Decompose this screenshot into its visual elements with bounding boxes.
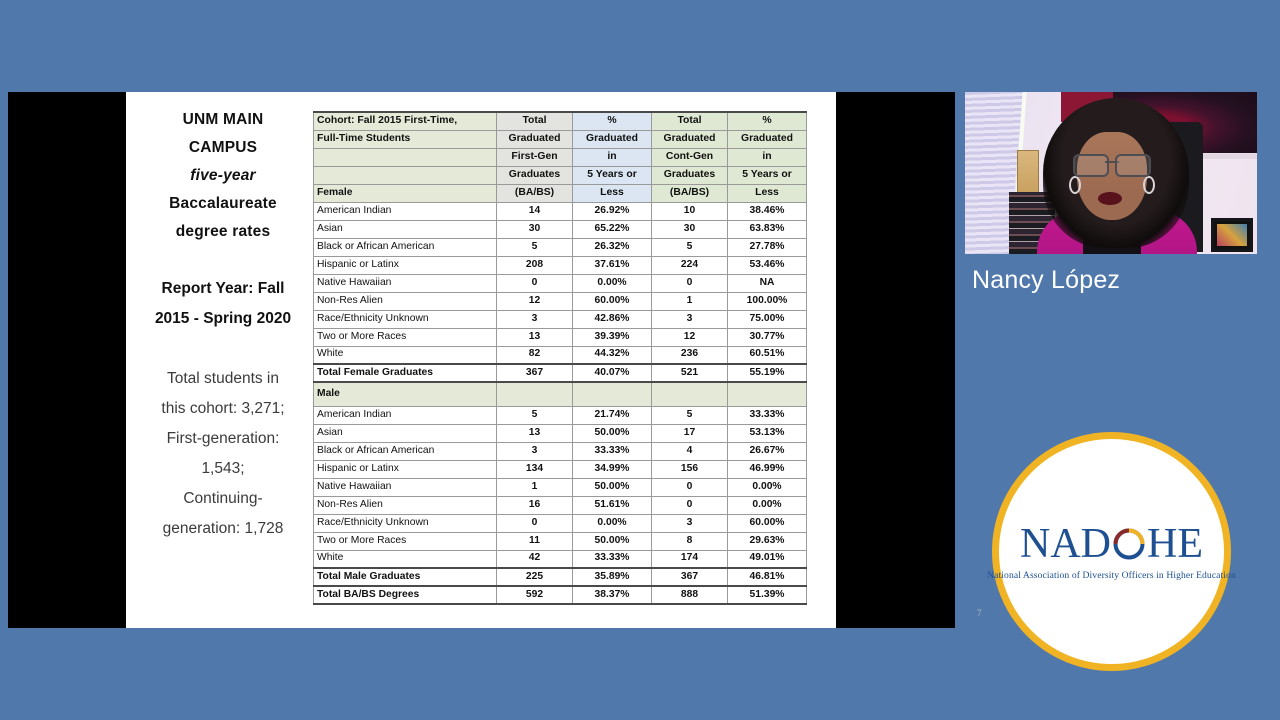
cell-firstgen-pct: 26.92% bbox=[573, 202, 652, 220]
cell-firstgen-pct: 35.89% bbox=[573, 568, 652, 586]
report-year-line-2: 2015 - Spring 2020 bbox=[154, 310, 292, 327]
cell-firstgen-pct: 0.00% bbox=[573, 274, 652, 292]
header-firstgen-pct: in bbox=[573, 148, 652, 166]
cell-firstgen-pct: 33.33% bbox=[573, 442, 652, 460]
header-firstgen-pct: 5 Years or bbox=[573, 166, 652, 184]
cell-firstgen-pct: 42.86% bbox=[573, 310, 652, 328]
group-header-spacer bbox=[728, 382, 807, 406]
cell-firstgen-pct: 0.00% bbox=[573, 514, 652, 532]
table-row bbox=[314, 256, 807, 274]
cell-firstgen-count: 0 bbox=[497, 514, 573, 532]
cell-contgen-count: 0 bbox=[652, 478, 728, 496]
cell-contgen-count: 888 bbox=[652, 586, 728, 604]
report-year-block bbox=[134, 274, 312, 334]
cell-contgen-count: 0 bbox=[652, 274, 728, 292]
cell-contgen-pct: 60.00% bbox=[728, 514, 807, 532]
cell-firstgen-count: 42 bbox=[497, 550, 573, 568]
shared-slide bbox=[126, 92, 982, 628]
cell-firstgen-count: 1 bbox=[497, 478, 573, 496]
cell-firstgen-count: 82 bbox=[497, 346, 573, 364]
table-total-row bbox=[314, 568, 807, 586]
cell-contgen-pct: 29.63% bbox=[728, 532, 807, 550]
nadohe-wordmark-prefix: NAD bbox=[1020, 520, 1111, 567]
graduation-rates-table bbox=[313, 111, 807, 605]
table-row bbox=[314, 274, 807, 292]
cell-firstgen-count: 134 bbox=[497, 460, 573, 478]
cell-firstgen-count: 30 bbox=[497, 220, 573, 238]
cell-contgen-count: 367 bbox=[652, 568, 728, 586]
cell-contgen-pct: 27.78% bbox=[728, 238, 807, 256]
cell-firstgen-count: 592 bbox=[497, 586, 573, 604]
cell-contgen-count: 5 bbox=[652, 406, 728, 424]
cell-firstgen-count: 5 bbox=[497, 406, 573, 424]
table-grand-total-row bbox=[314, 586, 807, 604]
table-row bbox=[314, 328, 807, 346]
row-label: White bbox=[314, 550, 497, 568]
cell-firstgen-count: 3 bbox=[497, 310, 573, 328]
nadohe-wordmark-suffix: HE bbox=[1147, 520, 1203, 567]
cell-contgen-pct: 33.33% bbox=[728, 406, 807, 424]
header-contgen-pct: Less bbox=[728, 184, 807, 202]
cell-contgen-pct: 53.13% bbox=[728, 424, 807, 442]
cohort-summary-line-6: generation: 1,728 bbox=[162, 520, 284, 537]
header-contgen-count: Total bbox=[652, 112, 728, 130]
cell-firstgen-count: 13 bbox=[497, 424, 573, 442]
cell-contgen-count: 12 bbox=[652, 328, 728, 346]
standing-book bbox=[1017, 150, 1039, 196]
cell-contgen-pct: 30.77% bbox=[728, 328, 807, 346]
header-contgen-count: Graduated bbox=[652, 130, 728, 148]
table-row bbox=[314, 406, 807, 424]
hoop-earring-right bbox=[1143, 176, 1155, 194]
cell-firstgen-pct: 39.39% bbox=[573, 328, 652, 346]
group-header-spacer bbox=[652, 382, 728, 406]
table-corner-title: Cohort: Fall 2015 First-Time, bbox=[314, 112, 497, 130]
cell-contgen-count: 30 bbox=[652, 220, 728, 238]
desk-picture-frame bbox=[1211, 218, 1253, 252]
row-label: Native Hawaiian bbox=[314, 478, 497, 496]
nadohe-wordmark bbox=[1020, 520, 1203, 567]
cell-firstgen-pct: 51.61% bbox=[573, 496, 652, 514]
cell-firstgen-count: 5 bbox=[497, 238, 573, 256]
table-row bbox=[314, 532, 807, 550]
group-header-female: Female bbox=[314, 184, 497, 202]
cell-firstgen-pct: 65.22% bbox=[573, 220, 652, 238]
row-label: American Indian bbox=[314, 406, 497, 424]
slide-text-column bbox=[134, 100, 312, 620]
slide-title-line-3: five-year bbox=[190, 167, 256, 184]
slide-page-number: 7 bbox=[977, 608, 982, 618]
cell-firstgen-count: 225 bbox=[497, 568, 573, 586]
table-corner-title: Full-Time Students bbox=[314, 130, 497, 148]
header-firstgen-pct: % bbox=[573, 112, 652, 130]
cell-contgen-count: 521 bbox=[652, 364, 728, 382]
slide-title-line-2: CAMPUS bbox=[188, 139, 258, 156]
cell-contgen-pct: 0.00% bbox=[728, 496, 807, 514]
graduation-rates-table-wrap bbox=[313, 111, 982, 618]
cell-firstgen-count: 0 bbox=[497, 274, 573, 292]
cell-contgen-count: 3 bbox=[652, 310, 728, 328]
nadohe-o-ring-icon bbox=[1112, 527, 1146, 561]
header-contgen-count: Cont-Gen bbox=[652, 148, 728, 166]
row-label: Race/Ethnicity Unknown bbox=[314, 310, 497, 328]
cell-contgen-count: 0 bbox=[652, 496, 728, 514]
table-row bbox=[314, 310, 807, 328]
header-firstgen-count: (BA/BS) bbox=[497, 184, 573, 202]
cell-firstgen-count: 11 bbox=[497, 532, 573, 550]
table-row bbox=[314, 550, 807, 568]
cell-contgen-pct: 63.83% bbox=[728, 220, 807, 238]
cell-firstgen-pct: 37.61% bbox=[573, 256, 652, 274]
table-header-row bbox=[314, 148, 807, 166]
table-row bbox=[314, 202, 807, 220]
cohort-summary-line-2: this cohort: 3,271; bbox=[161, 400, 285, 417]
cell-firstgen-count: 12 bbox=[497, 292, 573, 310]
row-label: Asian bbox=[314, 424, 497, 442]
cell-contgen-count: 174 bbox=[652, 550, 728, 568]
header-firstgen-count: Graduates bbox=[497, 166, 573, 184]
table-row bbox=[314, 238, 807, 256]
hoop-earring-left bbox=[1069, 176, 1081, 194]
cell-contgen-pct: 51.39% bbox=[728, 586, 807, 604]
slide-title-line-4: Baccalaureate bbox=[169, 195, 277, 212]
cell-firstgen-pct: 38.37% bbox=[573, 586, 652, 604]
header-contgen-count: (BA/BS) bbox=[652, 184, 728, 202]
cell-contgen-count: 3 bbox=[652, 514, 728, 532]
cell-firstgen-pct: 50.00% bbox=[573, 478, 652, 496]
table-header-row bbox=[314, 166, 807, 184]
nadohe-tagline: National Association of Diversity Officers in Higher Education bbox=[987, 569, 1236, 581]
cohort-summary-block bbox=[134, 364, 312, 544]
table-header-row bbox=[314, 112, 807, 130]
table-row bbox=[314, 478, 807, 496]
cohort-summary-line-5: Continuing- bbox=[183, 490, 263, 507]
group-header-label: Male bbox=[314, 382, 497, 406]
cell-firstgen-count: 367 bbox=[497, 364, 573, 382]
slide-title-line-5: degree rates bbox=[175, 223, 271, 240]
header-contgen-pct: % bbox=[728, 112, 807, 130]
cell-contgen-pct: 38.46% bbox=[728, 202, 807, 220]
header-contgen-pct: Graduated bbox=[728, 130, 807, 148]
cell-contgen-pct: 100.00% bbox=[728, 292, 807, 310]
cell-contgen-count: 156 bbox=[652, 460, 728, 478]
cell-contgen-count: 5 bbox=[652, 238, 728, 256]
cell-contgen-pct: NA bbox=[728, 274, 807, 292]
row-label: Native Hawaiian bbox=[314, 274, 497, 292]
table-total-row bbox=[314, 364, 807, 382]
cell-contgen-count: 1 bbox=[652, 292, 728, 310]
table-row bbox=[314, 460, 807, 478]
cell-contgen-pct: 49.01% bbox=[728, 550, 807, 568]
row-label: Two or More Races bbox=[314, 532, 497, 550]
header-firstgen-count: Graduated bbox=[497, 130, 573, 148]
row-label: Black or African American bbox=[314, 238, 497, 256]
header-firstgen-count: First-Gen bbox=[497, 148, 573, 166]
cell-contgen-pct: 26.67% bbox=[728, 442, 807, 460]
cell-contgen-count: 236 bbox=[652, 346, 728, 364]
cell-firstgen-count: 13 bbox=[497, 328, 573, 346]
table-row bbox=[314, 220, 807, 238]
table-row bbox=[314, 346, 807, 364]
group-header-spacer bbox=[573, 382, 652, 406]
table-header-row bbox=[314, 184, 807, 202]
slide-title-block bbox=[134, 106, 312, 246]
cell-firstgen-pct: 26.32% bbox=[573, 238, 652, 256]
cell-contgen-count: 224 bbox=[652, 256, 728, 274]
slide-title-line-1: UNM MAIN bbox=[182, 111, 264, 128]
letterbox-left bbox=[8, 92, 127, 628]
table-row bbox=[314, 514, 807, 532]
row-label: Race/Ethnicity Unknown bbox=[314, 514, 497, 532]
row-label: American Indian bbox=[314, 202, 497, 220]
eyeglasses-icon bbox=[1073, 154, 1151, 173]
speaker-name-label: Nancy López bbox=[972, 266, 1121, 294]
row-label: White bbox=[314, 346, 497, 364]
group-header-male bbox=[314, 382, 807, 406]
cell-contgen-count: 4 bbox=[652, 442, 728, 460]
cell-contgen-pct: 0.00% bbox=[728, 478, 807, 496]
cell-contgen-pct: 75.00% bbox=[728, 310, 807, 328]
header-contgen-count: Graduates bbox=[652, 166, 728, 184]
cell-firstgen-pct: 40.07% bbox=[573, 364, 652, 382]
letterbox-right bbox=[835, 92, 955, 628]
cell-contgen-count: 8 bbox=[652, 532, 728, 550]
header-firstgen-pct: Less bbox=[573, 184, 652, 202]
header-contgen-pct: in bbox=[728, 148, 807, 166]
cohort-summary-line-4: 1,543; bbox=[201, 460, 245, 477]
table-header-row bbox=[314, 130, 807, 148]
cell-firstgen-pct: 60.00% bbox=[573, 292, 652, 310]
cell-contgen-pct: 46.99% bbox=[728, 460, 807, 478]
header-firstgen-count: Total bbox=[497, 112, 573, 130]
cell-contgen-count: 10 bbox=[652, 202, 728, 220]
cell-firstgen-count: 208 bbox=[497, 256, 573, 274]
cell-firstgen-pct: 50.00% bbox=[573, 424, 652, 442]
report-year-line-1: Report Year: Fall bbox=[161, 280, 285, 297]
row-label: Black or African American bbox=[314, 442, 497, 460]
cell-firstgen-pct: 50.00% bbox=[573, 532, 652, 550]
row-label: Total Male Graduates bbox=[314, 568, 497, 586]
table-row bbox=[314, 292, 807, 310]
cohort-summary-line-3: First-generation: bbox=[166, 430, 280, 447]
header-firstgen-pct: Graduated bbox=[573, 130, 652, 148]
row-label: Hispanic or Latinx bbox=[314, 256, 497, 274]
cell-firstgen-count: 16 bbox=[497, 496, 573, 514]
cohort-summary-line-1: Total students in bbox=[166, 370, 279, 387]
cell-contgen-pct: 55.19% bbox=[728, 364, 807, 382]
row-label: Non-Res Alien bbox=[314, 292, 497, 310]
graduation-rates-tbody bbox=[314, 112, 807, 604]
row-label: Non-Res Alien bbox=[314, 496, 497, 514]
row-label: Total Female Graduates bbox=[314, 364, 497, 382]
speaker-mouth bbox=[1098, 192, 1122, 205]
cell-firstgen-pct: 33.33% bbox=[573, 550, 652, 568]
cell-firstgen-pct: 44.32% bbox=[573, 346, 652, 364]
row-label: Asian bbox=[314, 220, 497, 238]
row-label: Two or More Races bbox=[314, 328, 497, 346]
cell-contgen-pct: 60.51% bbox=[728, 346, 807, 364]
cell-firstgen-pct: 21.74% bbox=[573, 406, 652, 424]
group-header-spacer bbox=[497, 382, 573, 406]
cell-contgen-pct: 53.46% bbox=[728, 256, 807, 274]
row-label: Total BA/BS Degrees bbox=[314, 586, 497, 604]
table-row bbox=[314, 442, 807, 460]
cell-contgen-pct: 46.81% bbox=[728, 568, 807, 586]
table-row bbox=[314, 496, 807, 514]
table-row bbox=[314, 424, 807, 442]
table-corner-title bbox=[314, 166, 497, 184]
table-corner-title bbox=[314, 148, 497, 166]
row-label: Hispanic or Latinx bbox=[314, 460, 497, 478]
nadohe-logo bbox=[987, 432, 1236, 671]
cell-firstgen-count: 3 bbox=[497, 442, 573, 460]
header-contgen-pct: 5 Years or bbox=[728, 166, 807, 184]
participant-video-nancy-lopez[interactable] bbox=[965, 92, 1257, 254]
cell-contgen-count: 17 bbox=[652, 424, 728, 442]
cell-firstgen-pct: 34.99% bbox=[573, 460, 652, 478]
cell-firstgen-count: 14 bbox=[497, 202, 573, 220]
